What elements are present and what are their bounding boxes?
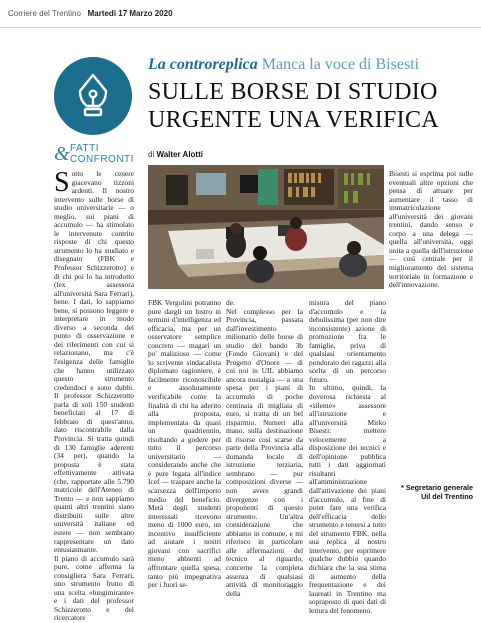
article-column-1	[54, 167, 134, 623]
author-name: Walter Alotti	[156, 150, 203, 159]
dropcap: S	[54, 167, 70, 198]
article-column-5: Bisesti si esprima poi sulle eventuali altre opzioni che pensa di attuare per aumentare il tasso di immatricolazione all'università dei giovani trentini, dando senso e corpo a una delega — quella all'università, oggi unita a quella dell'istruzione — così centrale per il miglioramento del sistema territoriale in formazione e dell'innovazione.	[389, 169, 473, 290]
article-column-4: misura del piano d'accumulo e la debolissima (per non dire inconsistente) azione di promozione fra le famiglie, priva di qualsiasi orientamento pondorato dei ragazzi alla scelta di un percorso futuro. In ultimo, quindi, la doverosa richiesta al «silente» assessore all'istruzione e all'università Mirko Bisesti: mettere velocemente a disposizione dei tecnici e dell'opinione pubblica tutti i dati aggiornati risultanti all'amministrazione dall'attivazione dei piani d'accumulo, al fine di poter fare una verifica dell'efficacia dello strumento e tenersi a tutto del strumento FBK, nella sua replica al nostro intervento, per esprimere qualche dubbio quando dichiara che la sua stima di aumento della frequentazione e dei laureati in Trentino ma sopraposto di quei dati di lettura del fenomeno.	[309, 298, 386, 615]
headline-line2: URGENTE UNA VERIFICA	[148, 107, 439, 133]
column-1-text: otto le cenere giacevano tizzoni ardenti. Il nostro intervento sulle borse di studio universitarie — o meglio, sui piani di accumulo — ha stimolato le intervenute contrite risposte di chi questo strumento lo ha studiato e disegnato (FBK e Professor Schizzerotto) e di chi poi lo ha introdotto (lex assessora all'università Sara Ferrari), bene. I dati, lo sappiamo bene, si possono leggere e interpretare in modo diverso a seconda del punto di osservazione e dei riferimenti con cui si relazionano, ma c'è l'esigenza delle famiglie che hanno utilizzato questo strumento credendoci e sono dubbi. Il professor Schizzerotto parla di soli 150 studenti beneficiati al 17 di febbraio di quest'anno, dato riscontrabile dalla Provincia. Si tratta quindi di 130 famiglie aderenti (34 per), quando la proposta è stata effettivamente attivata (che, rapportate alle 5.790 matricole dell'Ateneo di Trento — e non sappiamo quanti altri trentini siano distribuiti sulle altre università italiane ed estere — non sembrano rappresentare un dato entusiasmante. Il piano di accumulo sarà pure, come afferma la consigliera Sara Ferrari, uno strumento frutto di una scelta «lungimirante» e i dati del professor Schizzerotto e del ricercatore	[54, 169, 134, 623]
column-badge	[54, 57, 132, 135]
page-header	[0, 0, 481, 28]
article-photo	[148, 165, 384, 289]
masthead-name: Corriere del Trentino	[8, 9, 81, 18]
kicker	[148, 56, 419, 74]
byline-prefix: di	[148, 150, 155, 159]
signature-line2: Uil del Trentino	[421, 491, 473, 501]
header-rule	[0, 27, 481, 28]
author-signature	[389, 484, 473, 501]
byline	[148, 150, 203, 159]
masthead	[8, 9, 173, 18]
pen-nib-icon	[54, 57, 132, 135]
kicker-sub: Manca la voce di Bisesti	[261, 56, 420, 73]
ampersand-icon: &	[54, 143, 70, 165]
article-column-3: de. Nel complesso per la Provincia, passata dall'investimento milionario delle borse di studio del bando 3b (Fondo Giovani) e del Progetto d'Onore — di cui noi in UIL abbiamo ancora nostalgia — a una spesa per i piani di accumulo di poche centinaia di migliaia di euro, si tratta di un bel risparmio. Numeri alla mano, sulla destinazione di risorse così scarse da parte della Provincia alla domanda locale di istruzione terziaria, sembrano — pur composizioni diverse — non avere grandi divergenze con i proponenti di questo strumento. Un'altra considerazione che abbiamo in comune, e mi riferisco in particolare alle affermazioni del tecnico al riguardo, concerne la completa assenza di qualsiasi attività di monitoraggio della	[226, 298, 303, 598]
section-label-line1: FATTI	[70, 143, 99, 154]
headline-line1: SULLE BORSE DI STUDIO	[148, 79, 438, 105]
kicker-main: La controreplica	[148, 56, 258, 73]
section-label-line2: CONFRONTI	[70, 154, 134, 165]
signature-line1: * Segretario generale	[401, 483, 473, 492]
masthead-date: Martedì 17 Marzo 2020	[87, 9, 173, 18]
article-column-2: FBK Vergolini potranno pure dargli un lustro in termini d'intelligenza ed efficacia, ma per un osservatore semplice concreto — magari un po' malizioso — come lo scrivente sindacalista diplomato ragioniere, è facilmente riconoscibile e assolutamente verificabile come la finalità di chi ha aderito alla proposta, implementata da quasi un quadriennio, risultando a godere per tutto il percorso universitario — considerando anche che è pure legata all'indice Icef — traspare anche la scarsezza dell'importo medio del beneficio. Metà degli studenti interessati ricevono meno di 1000 euro, un incentivo insufficiente ad aiutare i nostri giovani con sacrifici meno abbienti ad affrontare quella spesa, tanto più impegnativa per i fuori se-	[148, 298, 221, 590]
